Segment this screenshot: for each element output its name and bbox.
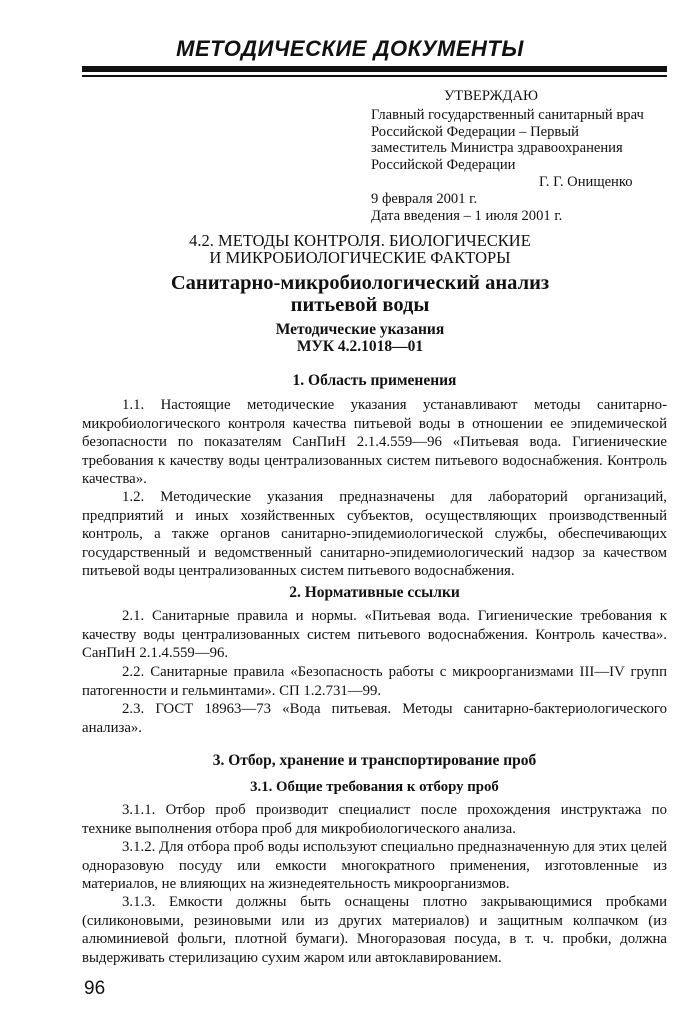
approval-effective-date: Дата введения – 1 июля 2001 г. (371, 207, 563, 224)
page-number: 96 (84, 978, 106, 999)
paragraph: 2.1. Санитарные правила и нормы. «Питьевая вода. Гигиенические требования к качеству воды централизованных систем питьевого водоснабжения. Контроль качества». СанПиН 2.1.4.559—96. (82, 608, 667, 662)
title-line: Санитарно-микробиологический анализ (170, 272, 550, 294)
approval-heading: УТВЕРЖДАЮ (443, 88, 539, 104)
paragraph: 1.1. Настоящие методические указания устанавливают методы санитарно-микробиологического контроля качества питьевой воды в отношении ее эпидемической безопасности по показателям СанПиН 2.1.4.559—96 «Питьевая вода. Гигиенические требования к качеству воды централизованных систем питьевого водоснабжения. Контроль качества». (82, 397, 667, 488)
document-subtitle (100, 321, 620, 355)
heading-scope: 1. Область применения (292, 372, 457, 389)
subtitle-line: МУК 4.2.1018—01 (296, 338, 424, 355)
section-line: 4.2. МЕТОДЫ КОНТРОЛЯ. БИОЛОГИЧЕСКИЕ (189, 231, 531, 250)
heading-references: 2. Нормативные ссылки (289, 584, 460, 601)
approval-date: 9 февраля 2001 г. (371, 190, 478, 207)
document-title (100, 272, 620, 316)
heading-sampling: 3. Отбор, хранение и транспортирование проб (212, 752, 537, 769)
header-rule-thin (82, 75, 667, 77)
title-line: питьевой воды (290, 294, 430, 316)
subheading-sampling-requirements: 3.1. Общие требования к отбору проб (250, 779, 499, 795)
subtitle-line: Методические указания (275, 321, 445, 338)
approval-block (371, 88, 671, 224)
paragraph: 2.3. ГОСТ 18963—73 «Вода питьевая. Методы санитарно-бактериологического анализа». (82, 701, 667, 736)
approval-line: Главный государственный санитарный врач (371, 106, 644, 123)
section-classification (100, 232, 620, 266)
paragraph: 3.1.1. Отбор проб производит специалист после прохождения инструктажа по технике выполнения отбора проб для микробиологического анализа. (82, 802, 667, 837)
approval-line: Российской Федерации (371, 157, 516, 174)
section-line: И МИКРОБИОЛОГИЧЕСКИЕ ФАКТОРЫ (209, 248, 511, 267)
running-header: МЕТОДИЧЕСКИЕ ДОКУМЕНТЫ (176, 36, 524, 61)
paragraph: 2.2. Санитарные правила «Безопасность работы с микроорганизмами III—IV групп патогенности и гельминтами». СП 1.2.731—99. (82, 664, 667, 699)
approval-line: Российской Федерации – Первый (371, 123, 579, 140)
paragraph: 1.2. Методические указания предназначены для лабораторий организаций, предприятий и иных хозяйственных субъектов, осуществляющих производственный контроль, а также органов санитарно-эпидемиологической службы, обеспечивающих государственный и ведомственный санитарно-эпидемиологический надзор за качеством питьевой воды централизованных систем питьевого водоснабжения. (82, 489, 667, 580)
header-rule-thick (82, 66, 667, 72)
approval-line: заместитель Министра здравоохранения (371, 140, 623, 157)
paragraph: 3.1.2. Для отбора проб воды используют специально предназначенную для этих целей одноразовую посуду или емкости многократного применения, изготовленные из материалов, не влияющих на жизнедеятельность микроорганизмов. (82, 839, 667, 893)
paragraph: 3.1.3. Емкости должны быть оснащены плотно закрывающимися пробками (силиконовыми, резиновыми или из других материалов) и защитным колпачком (из алюминиевой фольги, плотной бумаги). Многоразовая посуда, в т. ч. пробки, должна выдерживать стерилизацию сухим жаром или автоклавированием. (82, 894, 667, 966)
approval-signatory: Г. Г. Онищенко (539, 173, 633, 190)
